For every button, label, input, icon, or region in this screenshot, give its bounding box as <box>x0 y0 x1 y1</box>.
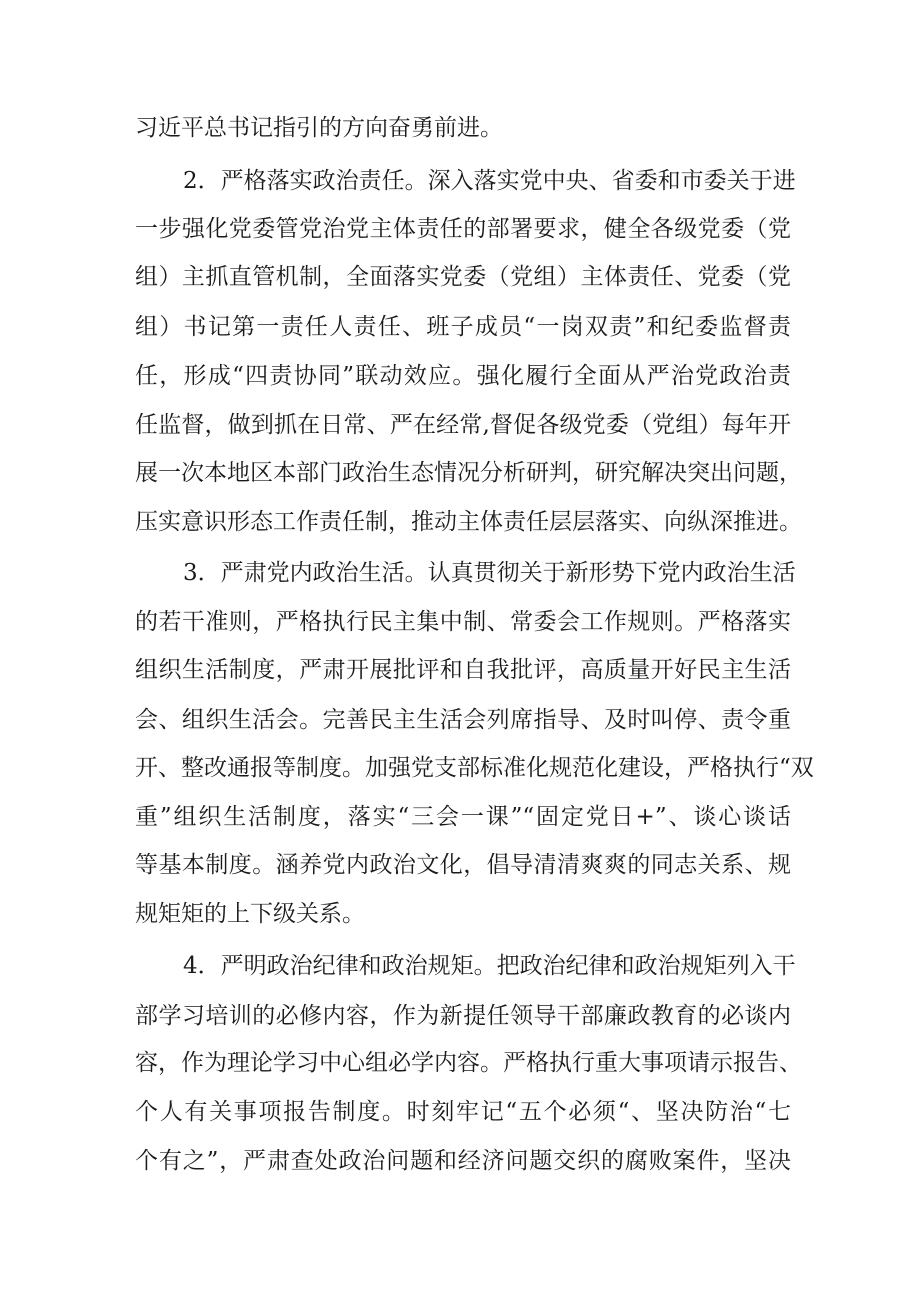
text-line-15: 重”组织生活制度，落实“三会一课”“固定党日+”、谈心谈话 <box>135 804 791 830</box>
text-line-7: 任监督，做到抓在日常、严在经常,督促各级党委（党组）每年开 <box>135 412 791 438</box>
text-line-16: 等基本制度。涵养党内政治文化，倡导清清爽爽的同志关系、规 <box>135 852 791 878</box>
text-line-14: 开、整改通报等制度。加强党支部标准化规范化建设，严格执行“双 <box>135 755 814 781</box>
text-line-5: 组）书记第一责任人责任、班子成员“一岗双责”和纪委监督责 <box>135 314 791 340</box>
text-line-3: 一步强化党委管党治党主体责任的部署要求，健全各级党委（党 <box>135 216 791 242</box>
text-line-19: 部学习培训的必修内容，作为新提任领导干部廉政教育的必谈内 <box>135 1003 791 1029</box>
text-line-12: 组织生活制度，严肃开展批评和自我批评，高质量开好民主生活 <box>135 657 791 683</box>
text-line-10: 3．严肃党内政治生活。认真贯彻关于新形势下党内政治生活 <box>183 560 796 586</box>
text-line-13: 会、组织生活会。完善民主生活会列席指导、及时叫停、责令重 <box>135 707 791 733</box>
text-line-2: 2．严格落实政治责任。深入落实党中央、省委和市委关于进 <box>183 168 796 194</box>
text-line-17: 规矩矩的上下级关系。 <box>135 901 365 927</box>
text-line-9: 压实意识形态工作责任制，推动主体责任层层落实、向纵深推进。 <box>135 509 802 535</box>
text-line-1: 习近平总书记指引的方向奋勇前进。 <box>135 115 503 141</box>
text-line-20: 容，作为理论学习中心组必学内容。严格执行重大事项请示报告、 <box>135 1050 802 1076</box>
text-line-6: 任，形成“四责协同”联动效应。强化履行全面从严治党政治责 <box>135 363 791 389</box>
text-line-18: 4．严明政治纪律和政治规矩。把政治纪律和政治规矩列入干 <box>183 953 796 979</box>
text-line-21: 个人有关事项报告制度。时刻牢记“五个必须“、坚决防治“七 <box>135 1099 791 1125</box>
text-line-8: 展一次本地区本部门政治生态情况分析研判，研究解决突出问题， <box>135 460 802 486</box>
text-line-4: 组）主抓直管机制，全面落实党委（党组）主体责任、党委（党 <box>135 264 791 290</box>
text-line-22: 个有之”，严肃查处政治问题和经济问题交织的腐败案件，坚决 <box>135 1148 791 1174</box>
text-line-11: 的若干准则，严格执行民主集中制、常委会工作规则。严格落实 <box>135 609 791 635</box>
